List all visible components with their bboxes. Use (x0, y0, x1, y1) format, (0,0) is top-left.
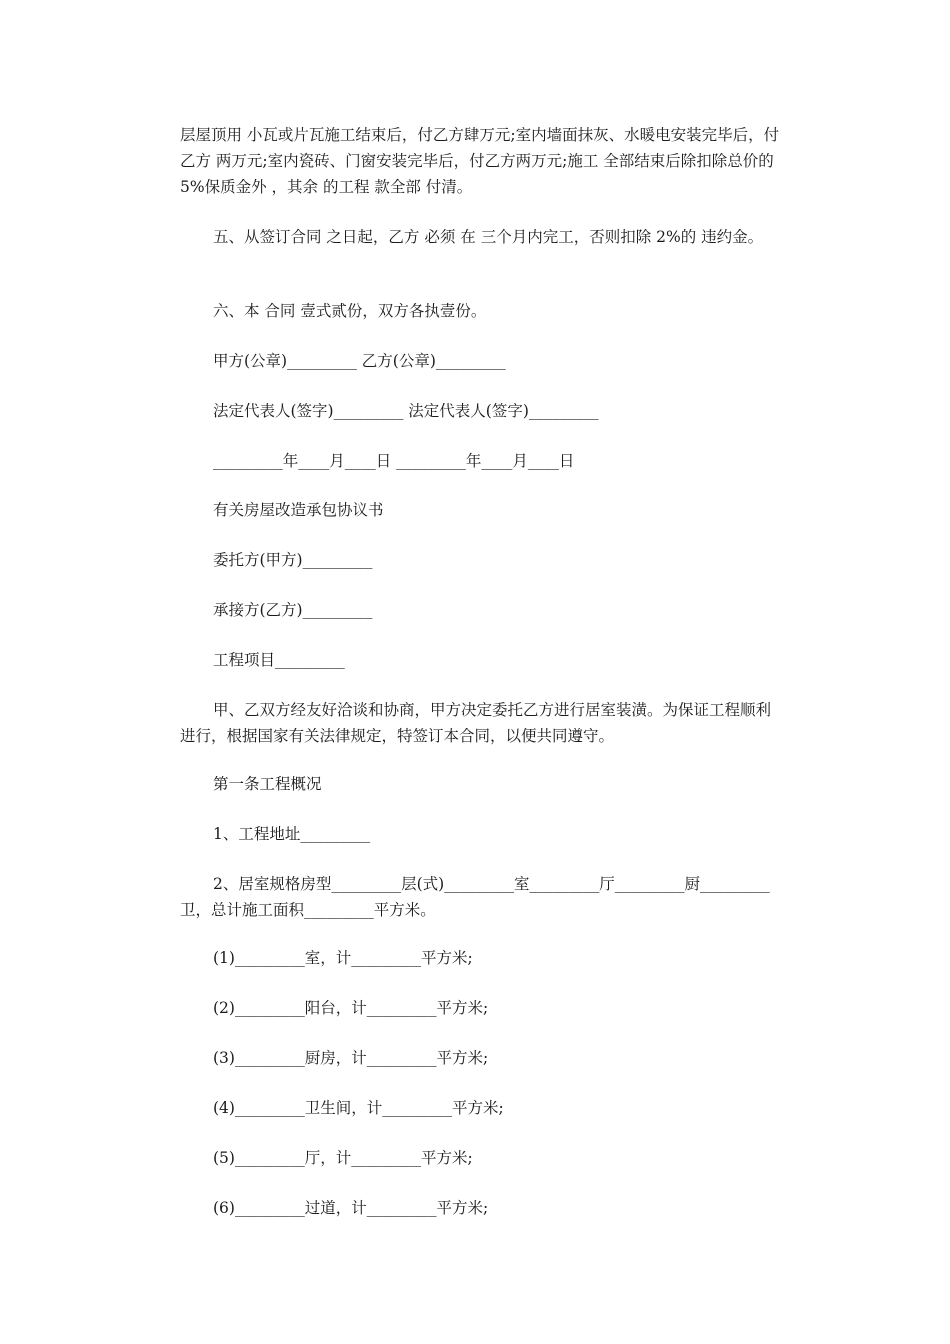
paragraph-clause-six: 六、本 合同 壹式贰份，双方各执壹份。 (213, 302, 487, 320)
item-room-specification: 2、居室规格房型_________层(式)_________室_________厅_________厨_________卫，总计施工面积_________平方米。 (180, 875, 770, 919)
area-item-kitchen: (3)_________厨房，计_________平方米; (213, 1049, 489, 1067)
item-project-address: 1、工程地址_________ (213, 825, 371, 843)
signature-seal-line: 甲方(公章)_________ 乙方(公章)_________ (213, 352, 506, 370)
area-item-corridor: (6)_________过道，计_________平方米; (213, 1199, 489, 1217)
area-item-rooms: (1)_________室，计_________平方米; (213, 949, 473, 967)
paragraph-preamble: 甲、乙双方经友好洽谈和协商，甲方决定委托乙方进行居室装潢。为保证工程顺利进行，根据国家有关法律规定，特签订本合同，以便共同遵守。 (180, 701, 772, 745)
signature-date-line: _________年____月____日 _________年____月____日 (213, 452, 575, 470)
contractor-party-line: 承接方(乙方)_________ (213, 601, 373, 619)
article-one-heading: 第一条工程概况 (213, 775, 322, 793)
area-item-hall: (5)_________厅，计_________平方米; (213, 1149, 473, 1167)
agreement-title: 有关房屋改造承包协议书 (213, 501, 384, 519)
signature-representative-line: 法定代表人(签字)_________ 法定代表人(签字)_________ (213, 402, 599, 420)
project-line: 工程项目_________ (213, 651, 345, 669)
paragraph-payment-terms: 层屋顶用 小瓦或片瓦施工结束后，付乙方肆万元;室内墙面抹灰、水暖电安装完毕后，付乙方 两万元;室内瓷砖、门窗安装完毕后，付乙方两万元;施工 全部结束后除扣除总价的 5%保质金外 ，其余 的工程 款全部 付清。 (180, 126, 780, 196)
area-item-balcony: (2)_________阳台，计_________平方米; (213, 999, 489, 1017)
paragraph-clause-five: 五、从签订合同 之日起，乙方 必须 在 三个月内完工，否则扣除 2%的 违约金。 (213, 228, 764, 246)
area-item-bathroom: (4)_________卫生间，计_________平方米; (213, 1099, 504, 1117)
client-party-line: 委托方(甲方)_________ (213, 551, 373, 569)
